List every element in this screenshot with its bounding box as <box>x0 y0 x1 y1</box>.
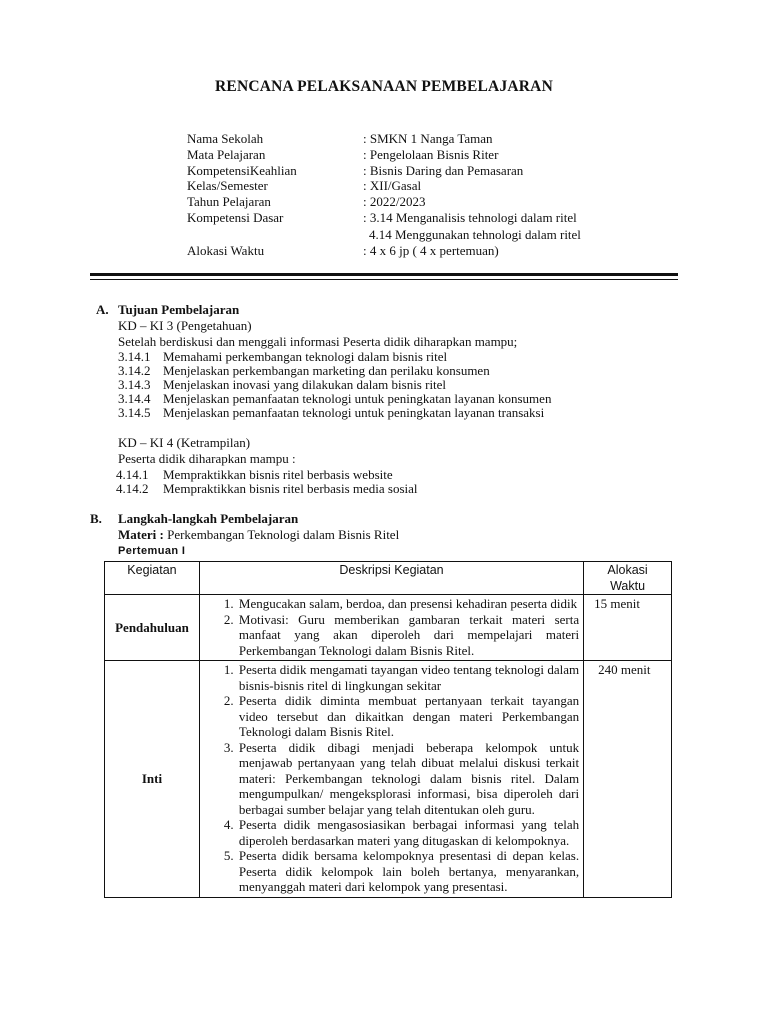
info-value: : Bisnis Daring dan Pemasaran <box>363 163 524 178</box>
info-label: Kelas/Semester <box>187 178 268 193</box>
description-cell <box>199 661 583 898</box>
divider-thick <box>90 273 678 276</box>
materi-line <box>118 528 399 543</box>
header-kegiatan: Kegiatan <box>105 562 200 595</box>
info-label: Alokasi Waktu <box>187 243 265 258</box>
table-row <box>105 661 672 898</box>
activity-step: 5. Peserta didik bersama kelompoknya presentasi di depan kelas. Peserta didik kelompok lain boleh bertanya, menyarankan, menyanggah materi dari kelompok yang presentasi. <box>237 848 579 895</box>
info-value: : 3.14 Menganalisis tehnologi dalam ritel <box>363 210 577 225</box>
header-deskripsi: Deskripsi Kegiatan <box>199 562 583 595</box>
goal-text: Menjelaskan pemanfaatan teknologi untuk peningkatan layanan transaksi <box>163 405 545 420</box>
goal-text: Menjelaskan perkembangan marketing dan perilaku konsumen <box>163 363 490 378</box>
goal-number: 3.14.2 <box>118 363 151 378</box>
kd-label: KD – KI 3 (Pengetahuan) <box>118 318 252 333</box>
activity-step: 2. Peserta didik diminta membuat pertanyaan terkait tayangan video tersebut dan dikaitkan dengan materi Perkembangan Teknologi dalam Bisnis Ritel. <box>237 693 579 740</box>
activity-step: 1. Mengucakan salam, berdoa, dan presensi kehadiran peserta didik <box>237 596 579 612</box>
goal-number: 3.14.3 <box>118 377 151 392</box>
activity-step: 4. Peserta didik mengasosiasikan berbagai informasi yang telah diperoleh berdasarkan materi yang ditugaskan di kelompoknya. <box>237 817 579 848</box>
header-alokasi: Alokasi Waktu <box>584 562 672 595</box>
goal-text: Memahami perkembangan teknologi dalam bisnis ritel <box>163 349 448 364</box>
section-heading: Langkah-langkah Pembelajaran <box>118 511 299 526</box>
table-header <box>105 562 672 595</box>
description-cell <box>199 595 583 661</box>
goal-number: 3.14.5 <box>118 405 151 420</box>
time-cell: 240 menit <box>584 661 672 898</box>
goal-text: Mempraktikkan bisnis ritel berbasis website <box>163 467 393 482</box>
phase-cell: Pendahuluan <box>105 595 200 661</box>
info-label: Mata Pelajaran <box>187 147 266 162</box>
intro-text: Setelah berdiskusi dan menggali informasi Peserta didik diharapkan mampu; <box>118 334 518 349</box>
divider-thin <box>90 279 678 280</box>
activity-step: 3. Peserta didik dibagi menjadi beberapa kelompok untuk menjawab pertanyaan yang telah dibuat melalui diskusi terkait materi: Perkembangan teknologi dalam bisnis ritel. Dalam mengumpulkan/ mengeksplorasi informasi, bisa diperoleh dari berbagai sumber belajar yang telah ditentukan oleh guru. <box>237 740 579 818</box>
section-marker: B. <box>90 511 102 526</box>
info-value: 4.14 Menggunakan tehnologi dalam ritel <box>369 227 581 242</box>
goal-number: 4.14.2 <box>116 481 149 496</box>
time-cell: 15 menit <box>584 595 672 661</box>
materi-label: Materi : <box>118 527 164 542</box>
kd-label: KD – KI 4 (Ketrampilan) <box>118 435 251 450</box>
activity-table <box>104 561 672 898</box>
meeting-label: Pertemuan I <box>118 545 186 557</box>
section-marker: A. <box>96 302 109 317</box>
info-value: : XII/Gasal <box>363 178 422 193</box>
info-value: : 4 x 6 jp ( 4 x pertemuan) <box>363 243 499 258</box>
info-label: Nama Sekolah <box>187 131 264 146</box>
goal-text: Mempraktikkan bisnis ritel berbasis media sosial <box>163 481 418 496</box>
phase-cell: Inti <box>105 661 200 898</box>
section-heading: Tujuan Pembelajaran <box>118 302 240 317</box>
table-row <box>105 595 672 661</box>
materi-value: Perkembangan Teknologi dalam Bisnis Ritel <box>163 527 400 542</box>
info-value: : 2022/2023 <box>363 194 426 209</box>
document-title: RENCANA PELAKSANAAN PEMBELAJARAN <box>215 78 553 95</box>
goal-number: 3.14.4 <box>118 391 151 406</box>
goal-text: Menjelaskan inovasi yang dilakukan dalam bisnis ritel <box>163 377 447 392</box>
intro-text: Peserta didik diharapkan mampu : <box>118 451 296 466</box>
info-value: : SMKN 1 Nanga Taman <box>363 131 493 146</box>
activity-step: 1. Peserta didik mengamati tayangan video tentang teknologi dalam bisnis-bisnis ritel di lingkungan sekitar <box>237 662 579 693</box>
info-value: : Pengelolaan Bisnis Riter <box>363 147 499 162</box>
goal-text: Menjelaskan pemanfaatan teknologi untuk peningkatan layanan konsumen <box>163 391 552 406</box>
activity-step: 2. Motivasi: Guru memberikan gambaran terkait materi serta manfaat yang akan diperoleh dari mempelajari materi Perkembangan Teknologi dalam Bisnis Ritel. <box>237 612 579 659</box>
info-label: Kompetensi Dasar <box>187 210 284 225</box>
goal-number: 4.14.1 <box>116 467 149 482</box>
info-label: KompetensiKeahlian <box>187 163 297 178</box>
info-label: Tahun Pelajaran <box>187 194 271 209</box>
goal-number: 3.14.1 <box>118 349 151 364</box>
